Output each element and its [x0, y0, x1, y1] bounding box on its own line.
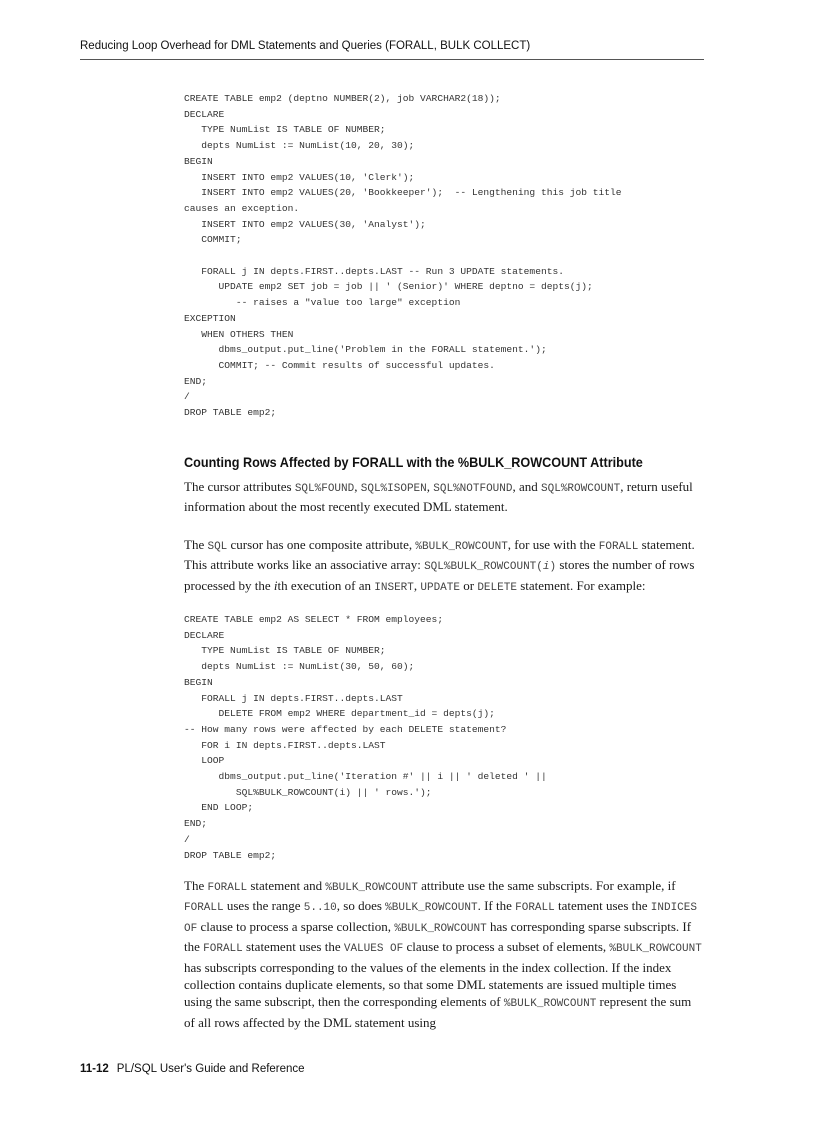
- running-header: Reducing Loop Overhead for DML Statements and Queries (FORALL, BULK COLLECT): [80, 40, 531, 52]
- section-heading: Counting Rows Affected by FORALL with the %BULK_ROWCOUNT Attribute: [184, 455, 643, 470]
- paragraph-cursor-attributes: The cursor attributes SQL%FOUND, SQL%ISOPEN, SQL%NOTFOUND, and SQL%ROWCOUNT, return useful information about the most recently executed DML statement.: [184, 479, 693, 515]
- book-title: PL/SQL User's Guide and Reference: [116, 1063, 305, 1075]
- paragraph-subscripts: The FORALL statement and %BULK_ROWCOUNT attribute use the same subscripts. For example, if FORALL uses the range 5..10, so does %BULK_ROWCOUNT. If the FORALL tatement uses the INDICES OF clause to process a sparse collection, %BULK_ROWCOUNT has corresponding sparse subscripts. If the FORALL statement uses the VALUES OF clause to process a subset of elements, %BULK_ROWCOUNT has subscripts corresponding to the values of the elements in the index collection. If the index collection contains duplicate elements, so that some DML statements are issued multiple times using the same subscript, then the corresponding elements of %BULK_ROWCOUNT represent the sum of all rows affected by the DML statement using: [184, 878, 702, 1030]
- page-number: 11-12: [80, 1063, 109, 1075]
- paragraph-bulk-rowcount: The SQL cursor has one composite attribute, %BULK_ROWCOUNT, for use with the FORALL statement. This attribute works like an associative array: SQL%BULK_ROWCOUNT(i) stores the number of rows processed by the ith execution of an INSERT, UPDATE or DELETE statement. For example:: [184, 537, 695, 594]
- code-example-forall-exception: CREATE TABLE emp2 (deptno NUMBER(2), job VARCHAR2(18)); DECLARE TYPE NumList IS TABLE OF NUMBER; depts NumList := NumList(10, 20, 30); BEGIN INSERT INTO emp2 VALUES(10, 'Clerk'); INSERT INTO emp2 VALUES(20, 'Bookkeeper'); -- Lengthening this job title causes an exception. INSERT INTO emp2 VALUES(30, 'Analyst'); COMMIT; FORALL j IN depts.FIRST..depts.LAST -- Run 3 UPDATE statements. UPDATE emp2 SET job = job || ' (Senior)' WHERE deptno = depts(j); -- raises a "value too large" exception EXCEPTION WHEN OTHERS THEN dbms_output.put_line('Problem in the FORALL statement.'); COMMIT; -- Commit results of successful updates. END; / DROP TABLE emp2;: [184, 93, 622, 419]
- header-rule: [80, 59, 704, 60]
- page-footer: [80, 1063, 305, 1075]
- code-example-bulk-rowcount: CREATE TABLE emp2 AS SELECT * FROM employees; DECLARE TYPE NumList IS TABLE OF NUMBER; depts NumList := NumList(30, 50, 60); BEGIN FORALL j IN depts.FIRST..depts.LAST DELETE FROM emp2 WHERE department_id = depts(j); -- How many rows were affected by each DELETE statement? FOR i IN depts.FIRST..depts.LAST LOOP dbms_output.put_line('Iteration #' || i || ' deleted ' || SQL%BULK_ROWCOUNT(i) || ' rows.'); END LOOP; END; / DROP TABLE emp2;: [184, 614, 547, 861]
